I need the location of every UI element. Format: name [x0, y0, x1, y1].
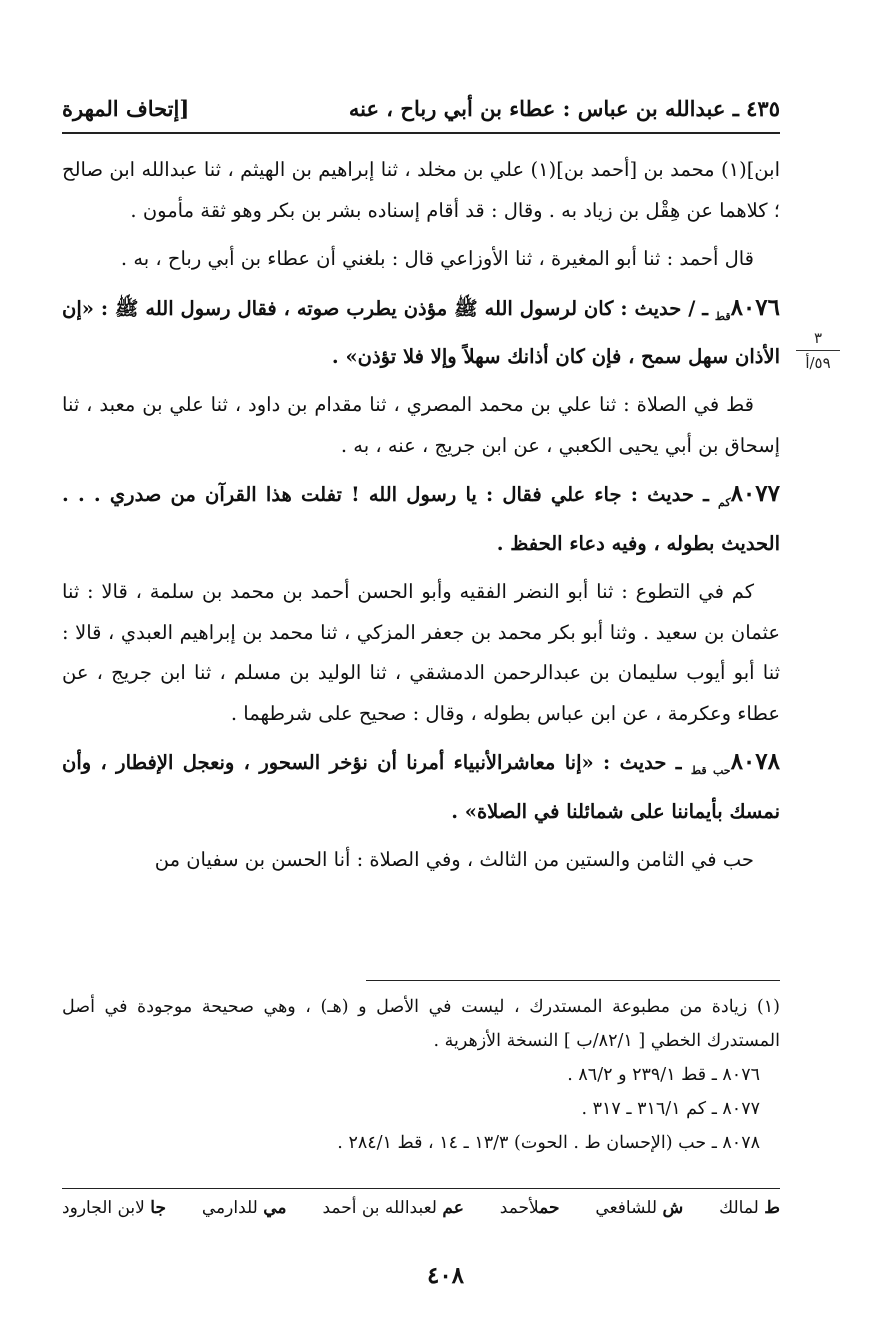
- hadith-number: ٨٠٧٧: [730, 480, 780, 508]
- abbr-malik: ط لمالك: [719, 1198, 780, 1218]
- hadith-number: ٨٠٧٨: [730, 748, 780, 776]
- abbr-darimi: مي للدارمي: [201, 1198, 287, 1218]
- hadith-text: ـ حديث : «إنا معاشرالأنبياء أمرنا أن نؤخر السحور ، ونعجل الإفطار ، وأن نمسك بأيماننا على شمائلنا في الصلاة» .: [62, 751, 780, 823]
- abbreviation-divider: [62, 1188, 780, 1189]
- footnote-ref-8078: ٨٠٧٨ ـ حب (الإحسان ط . الحوت) ١٣/٣ ـ ١٤ ، قط ٢٨٤/١ .: [337, 1133, 760, 1153]
- main-text: [62, 150, 780, 881]
- margin-volume: ٣: [813, 329, 823, 347]
- hadith-text: ـ حديث : جاء علي فقال : يا رسول الله ! تفلت هذا القرآن من صدري . . . الحديث بطوله ، وفيه دعاء الحفظ .: [62, 483, 780, 555]
- margin-manuscript-ref: [790, 328, 846, 373]
- footnote-ref-8077: ٨٠٧٧ ـ كم ٣١٦/١ ـ ٣١٧ .: [581, 1099, 760, 1119]
- hadith-number: ٨٠٧٦: [730, 293, 780, 321]
- abbr-abdullah: عم لعبدالله بن أحمد: [322, 1198, 464, 1218]
- chapter-title: ٤٣٥ ـ عبدالله بن عباس : عطاء بن أبي رباح ، عنه: [348, 95, 780, 121]
- footnotes: [62, 990, 780, 1160]
- margin-divider: [796, 350, 840, 351]
- abbr-shafii: ش للشافعي: [595, 1198, 684, 1218]
- paragraph-ahmad: قال أحمد : ثنا أبو المغيرة ، ثنا الأوزاعي قال : بلغني أن عطاء بن أبي رباح ، به .: [120, 247, 754, 270]
- hadith-8078: [62, 742, 780, 832]
- hadith-text: ـ / حديث : كان لرسول الله ﷺ مؤذن يطرب صوته ، فقال رسول الله ﷺ : «إن الأذان سهل سمح ، فإن كان أذانك سهلاً وإلا فلا تؤذن» .: [62, 296, 780, 368]
- abbreviation-key: [62, 1198, 780, 1218]
- paragraph-isnad-8076: قط في الصلاة : ثنا علي بن محمد المصري ، ثنا مقدام بن داود ، ثنا علي بن معبد ، ثنا إسحاق بن أبي يحيى الكعبي ، عن ابن جريج ، عنه ، به .: [62, 393, 780, 457]
- hadith-sigla: كم: [718, 496, 731, 510]
- hadith-8077: [62, 474, 780, 564]
- footnote-1: (١) زيادة من مطبوعة المستدرك ، ليست في الأصل و (هـ) ، وهي صحيحة موجودة في أصل المستدرك الخطي [ ٨٢/١/ب ] النسخة الأزهرية .: [62, 997, 780, 1051]
- book-title: [إتحاف المهرة: [62, 95, 190, 121]
- paragraph-continuation: ابن](١) محمد بن [أحمد بن](١) علي بن مخلد ، ثنا إبراهيم بن الهيثم ، ثنا عبدالله ابن صالح ؛ كلاهما عن هِقْل بن زياد به . وقال : قد أقام إسناده بشر بن بكر وهو ثقة مأمون .: [62, 158, 780, 222]
- running-header: [62, 88, 780, 128]
- page-number: ٤٠٨: [426, 1262, 465, 1289]
- header-divider: [62, 132, 780, 134]
- margin-folio: ٥٩/أ: [805, 354, 831, 372]
- footnote-ref-8076: ٨٠٧٦ ـ قط ٢٣٩/١ و ٨٦/٢ .: [567, 1065, 760, 1085]
- footnote-divider: [366, 980, 780, 981]
- hadith-sigla: قط: [714, 309, 731, 323]
- paragraph-isnad-8077: كم في التطوع : ثنا أبو النضر الفقيه وأبو الحسن أحمد بن محمد بن سلمة ، قالا : ثنا عثمان بن سعيد . وثنا أبو بكر محمد بن جعفر المزكي ، ثنا محمد بن إبراهيم العبدي ، قالا : ثنا أبو أيوب سليمان بن عبدالرحمن الدمشقي ، ثنا الوليد بن مسلم ، ثنا ابن جريج ، عن عطاء وعكرمة ، عن ابن عباس بطوله ، وقال : صحيح على شرطهما .: [62, 580, 781, 725]
- hadith-sigla: حب قط: [690, 764, 731, 778]
- abbr-ahmad: حملأحمد: [499, 1198, 560, 1218]
- hadith-8076: [62, 288, 780, 378]
- paragraph-isnad-8078: حب في الثامن والستين من الثالث ، وفي الصلاة : أنا الحسن بن سفيان من: [154, 848, 754, 872]
- abbr-ibn-jarud: جا لابن الجارود: [62, 1198, 166, 1218]
